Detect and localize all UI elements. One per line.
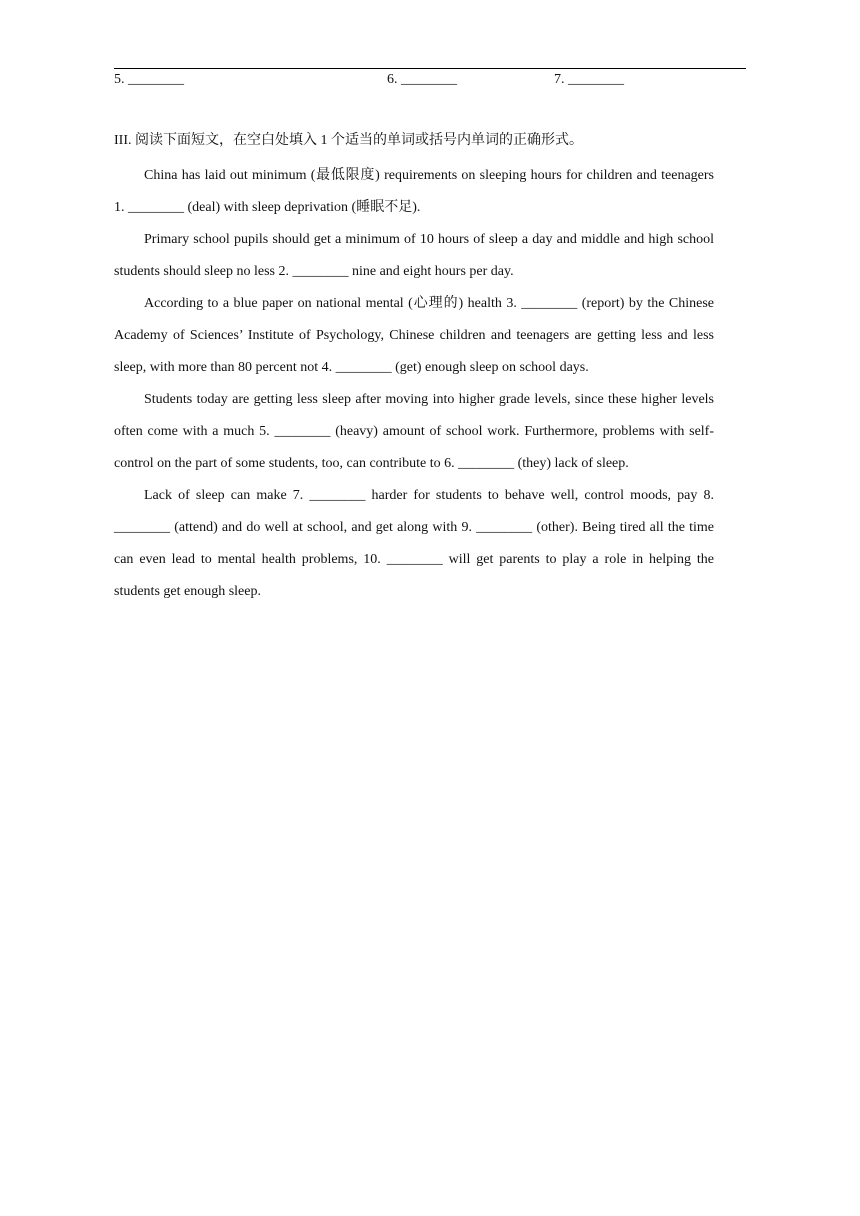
passage bbox=[114, 160, 714, 608]
section-heading: III. 阅读下面短文，在空白处填入 1 个适当的单词或括号内单词的正确形式。 bbox=[114, 133, 583, 148]
answer-blank-6: 6. ________ bbox=[387, 72, 457, 87]
answer-blank-5: 5. ________ bbox=[114, 72, 184, 87]
passage-paragraph-4: Students today are getting less sleep after moving into higher grade levels, since these higher levels often come with a much 5. ________ (heavy) amount of school work. Furthermore, problems with self-control on the part of some students, too, can contribute to 6. ________ (they) lack of sleep. bbox=[114, 392, 714, 471]
header-rule bbox=[114, 68, 746, 69]
answer-blank-row bbox=[0, 71, 860, 91]
passage-paragraph-3: According to a blue paper on national mental (心理的) health 3. ________ (report) by the Chinese Academy of Sciences’ Institute of Psychology, Chinese children and teenagers are getting less and less sleep, with more than 80 percent not 4. ________ (get) enough sleep on school days. bbox=[114, 296, 714, 375]
answer-blank-7: 7. ________ bbox=[554, 72, 624, 87]
passage-paragraph-5: Lack of sleep can make 7. ________ harder for students to behave well, control moods, pay 8. ________ (attend) and do well at school, and get along with 9. ________ (other). Being tired all the time can even lead to mental health problems, 10. ________ will get parents to play a role in helping the students get enough sleep. bbox=[114, 488, 714, 599]
passage-paragraph-2: Primary school pupils should get a minimum of 10 hours of sleep a day and middle and high school students should sleep no less 2. ________ nine and eight hours per day. bbox=[114, 232, 714, 279]
passage-paragraph-1: China has laid out minimum (最低限度) requirements on sleeping hours for children and teenagers 1. ________ (deal) with sleep deprivation (睡眠不足). bbox=[114, 168, 714, 215]
